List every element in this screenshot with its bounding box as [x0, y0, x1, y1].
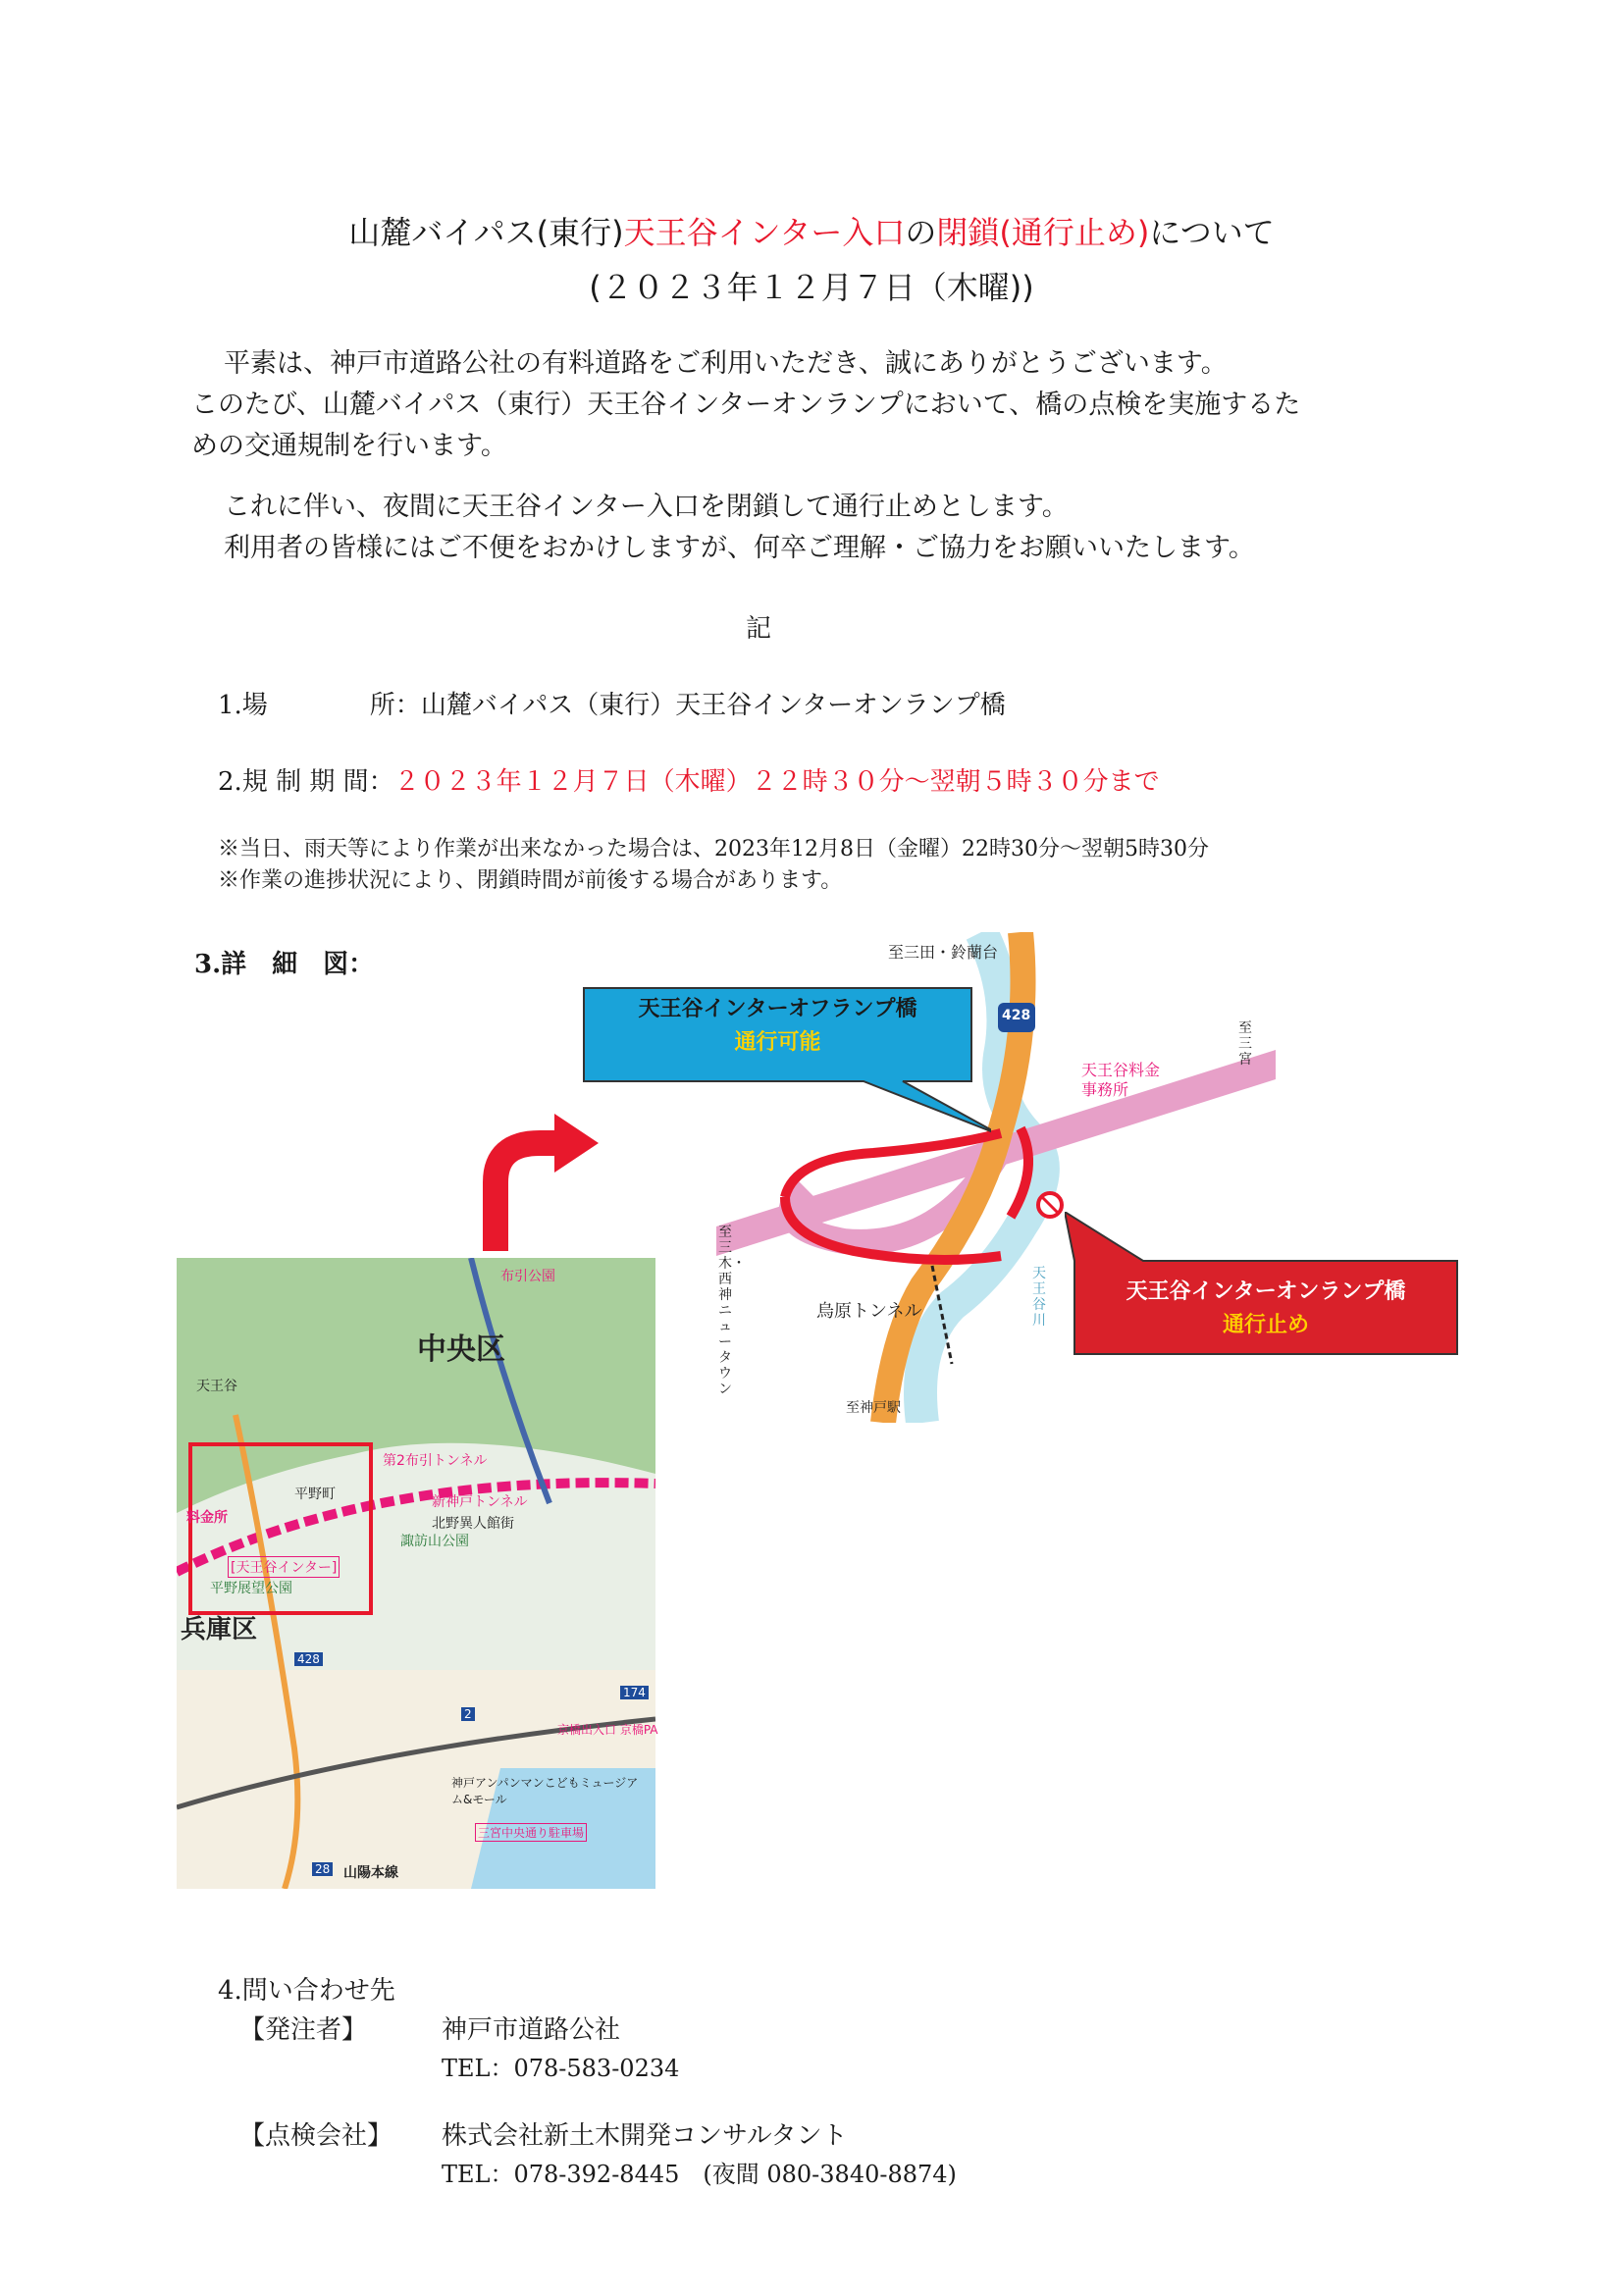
title-part1: 山麓バイパス(東行) [348, 214, 624, 251]
note-progress: ※作業の進捗状況により、閉鎖時間が前後する場合があります。 [218, 868, 843, 893]
callout-onramp-status: 通行止め [1222, 1313, 1309, 1337]
map-hirano: 平野町 [294, 1487, 336, 1502]
map-sannomiya: 三宮中央通り駐車場 [475, 1823, 587, 1842]
inspector-label: 【点検会社】 [239, 2121, 393, 2151]
place-value: 山麓バイパス（東行）天王谷インターオンランプ橋 [420, 691, 1006, 720]
callout-offramp-status: 通行可能 [734, 1030, 821, 1055]
orderer-label: 【発注者】 [239, 2015, 368, 2045]
callout-onramp-title: 天王谷インターオンランプ橋 [1126, 1279, 1406, 1304]
diagram-right-label: 至三宮 [1238, 1020, 1252, 1068]
page-title [0, 208, 1623, 253]
diagram-left-label: 至三木・西神ニュータウン [718, 1225, 746, 1397]
map-tunnel2: 第2布引トンネル [383, 1453, 488, 1469]
orderer-tel: TEL：078-583-0234 [442, 2055, 680, 2082]
para2-line2: 利用者の皆様にはご不便をおかけしますが、何卒ご理解・ご協力をお願いいたします。 [224, 533, 1255, 563]
note-rain: ※当日、雨天等により作業が出来なかった場合は、2023年12月8日（金曜）22時30分～翌朝5時30分 [218, 837, 1209, 861]
ki-heading: 記 [746, 614, 772, 644]
title-part4: 閉鎖(通行止め) [936, 214, 1150, 251]
map-kitano: 北野異人館街 [432, 1516, 514, 1532]
map-park1: 平野展望公園 [210, 1581, 292, 1596]
para1-line1: 平素は、神戸市道路公社の有料道路をご利用いただき、誠にありがとうございます。 [224, 348, 1228, 379]
period-value: ２０２３年１２月７日（木曜）２２時３０分～翌朝５時３０分まで [393, 767, 1160, 797]
callout-onramp [1079, 1276, 1452, 1342]
map-park2: 諏訪山公園 [400, 1534, 469, 1549]
map-toll: 料金所 [186, 1510, 228, 1526]
title-part3: の [905, 214, 937, 251]
item-period [218, 761, 1160, 798]
callout-offramp-title: 天王谷インターオフランプ橋 [638, 997, 917, 1021]
map-label-tennoudani: 天王谷 [196, 1379, 237, 1394]
para1-line3: めの交通規制を行います。 [191, 431, 507, 461]
map-kyobashi: 京橋出入口 京橋PA [557, 1723, 658, 1737]
map-route2: 2 [461, 1707, 475, 1721]
inspector-name: 株式会社新土木開発コンサルタント [442, 2121, 848, 2151]
diagram-top-label: 至三田・鈴蘭台 [888, 943, 999, 962]
title-part2: 天王谷インター入口 [623, 214, 906, 251]
detail-label: 3.詳 細 図： [194, 950, 375, 979]
diagram-route-badge: 428 [1002, 1008, 1031, 1023]
map-route3: 28 [312, 1862, 333, 1876]
map-sanyou: 山陽本線 [343, 1865, 398, 1881]
diagram-office-label2: 事務所 [1081, 1080, 1129, 1099]
callout-offramp [584, 993, 971, 1060]
map-ward: 中央区 [417, 1332, 505, 1367]
inspector-tel: TEL：078-392-8445 (夜間 080-3840-8874) [442, 2161, 957, 2188]
map-label-nunobiki: 布引公園 [500, 1269, 555, 1284]
title-part5: について [1149, 214, 1275, 251]
diagram-river-label: 天王谷川 [1032, 1266, 1046, 1329]
map-interchange: [天王谷インター] [228, 1556, 340, 1578]
para2-line1: これに伴い、夜間に天王谷インター入口を閉鎖して通行止めとします。 [224, 492, 1069, 522]
diagram-office-label1: 天王谷料金 [1081, 1061, 1161, 1079]
diagram-tunnel-label: 烏原トンネル [816, 1301, 922, 1322]
orderer-name: 神戸市道路公社 [442, 2015, 621, 2045]
item-place [218, 685, 1006, 721]
map-route4: 174 [620, 1686, 649, 1699]
title-date: (２０２３年１２月７日（木曜)) [589, 269, 1034, 306]
map-kobe-mall: 神戸アンパンマンこどもミュージアム&モール [451, 1776, 639, 1806]
place-label: 1.場 所： [218, 691, 421, 720]
map-hyogo: 兵庫区 [181, 1615, 258, 1644]
map-tunnel: 新神戸トンネル [432, 1494, 528, 1510]
contact-heading: 4.問い合わせ先 [218, 1976, 395, 2006]
period-label: 2.規 制 期 間： [218, 767, 394, 797]
para1-line2: このたび、山麓バイパス（東行）天王谷インターオンランプにおいて、橋の点検を実施するた [191, 390, 1301, 420]
diagram-bottom-label: 至神戸駅 [846, 1400, 901, 1416]
map-route-badge: 428 [294, 1652, 323, 1666]
